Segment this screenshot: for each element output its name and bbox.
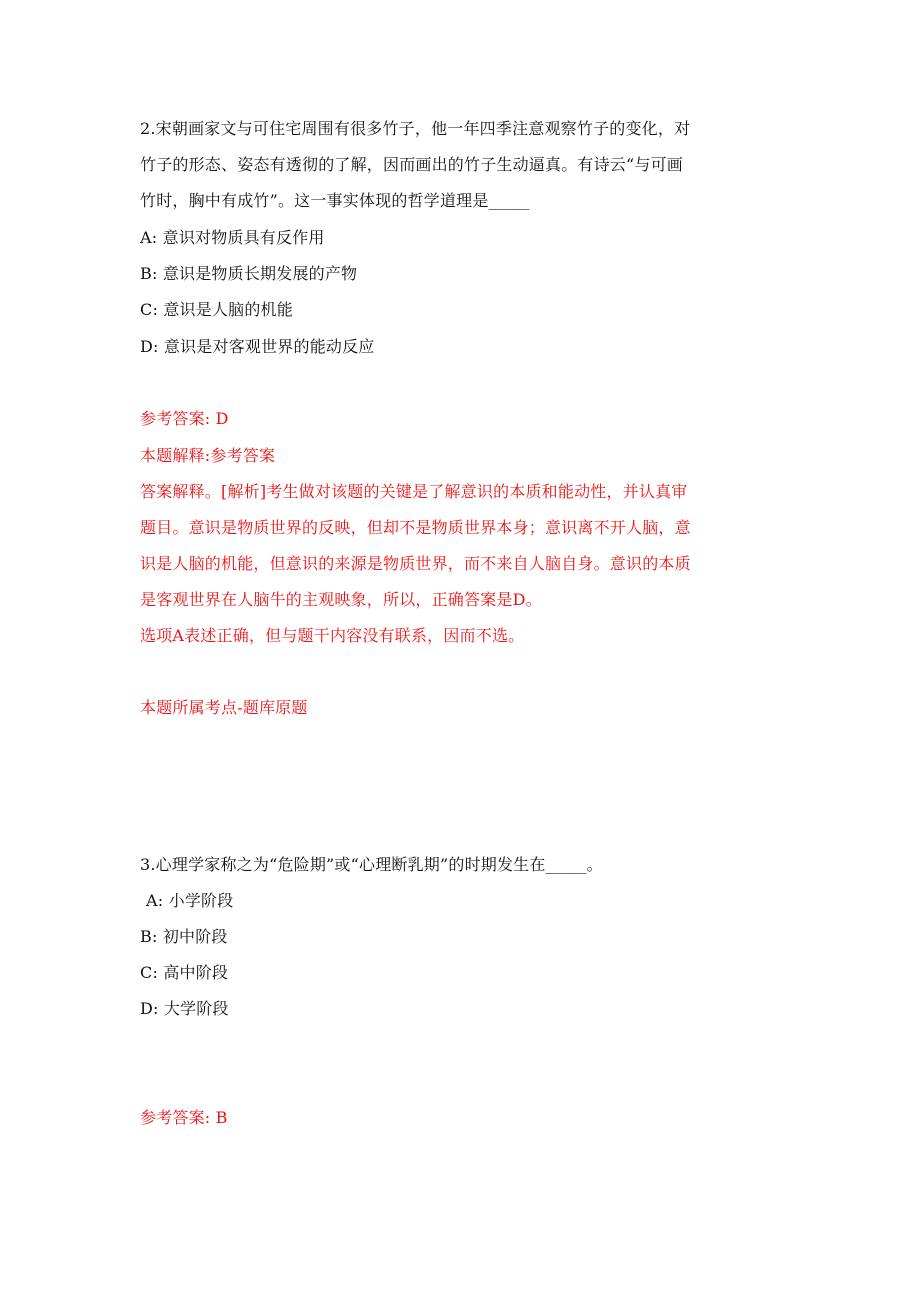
q3-option-b: B: 初中阶段: [140, 927, 228, 946]
q3-stem: 3.心理学家称之为“危险期”或“心理断乳期”的时期发生在_____。: [140, 855, 603, 874]
q2-explain-line-2: 题目。意识是物质世界的反映，但却不是物质世界本身；意识离不开人脑，意: [140, 518, 691, 537]
q2-stem-line-1: 2.宋朝画家文与可住宅周围有很多竹子，他一年四季注意观察竹子的变化，对: [140, 119, 691, 138]
q2-answer: 参考答案: D: [140, 409, 229, 428]
q3-answer: 参考答案: B: [140, 1108, 228, 1127]
q2-explain-line-3: 识是人脑的机能，但意识的来源是物质世界，而不来自人脑自身。意识的本质: [140, 554, 691, 573]
q2-explain-line-4: 是客观世界在人脑牛的主观映象，所以，正确答案是D。: [140, 590, 542, 609]
q2-option-b: B: 意识是物质长期发展的产物: [140, 264, 358, 283]
q2-option-a: A: 意识对物质具有反作用: [140, 228, 325, 247]
q2-explain-line-1: 答案解释。[解析]考生做对该题的关键是了解意识的本质和能动性，并认真审: [140, 482, 688, 501]
q2-stem-line-3: 竹时，胸中有成竹”。这一事实体现的哲学道理是_____: [140, 191, 530, 210]
q2-knowledge-point: 本题所属考点-题库原题: [140, 698, 308, 717]
q3-option-d: D: 大学阶段: [140, 999, 229, 1018]
q2-explain-title: 本题解释:参考答案: [140, 446, 276, 465]
q3-option-a: A: 小学阶段: [146, 891, 234, 910]
q3-option-c: C: 高中阶段: [140, 963, 229, 982]
q2-option-d: D: 意识是对客观世界的能动反应: [140, 337, 375, 356]
q2-option-c: C: 意识是人脑的机能: [140, 300, 293, 319]
q2-explain-line-5: 选项A表述正确，但与题干内容没有联系，因而不选。: [140, 626, 525, 645]
q2-stem-line-2: 竹子的形态、姿态有透彻的了解，因而画出的竹子生动逼真。有诗云“与可画: [140, 155, 683, 174]
